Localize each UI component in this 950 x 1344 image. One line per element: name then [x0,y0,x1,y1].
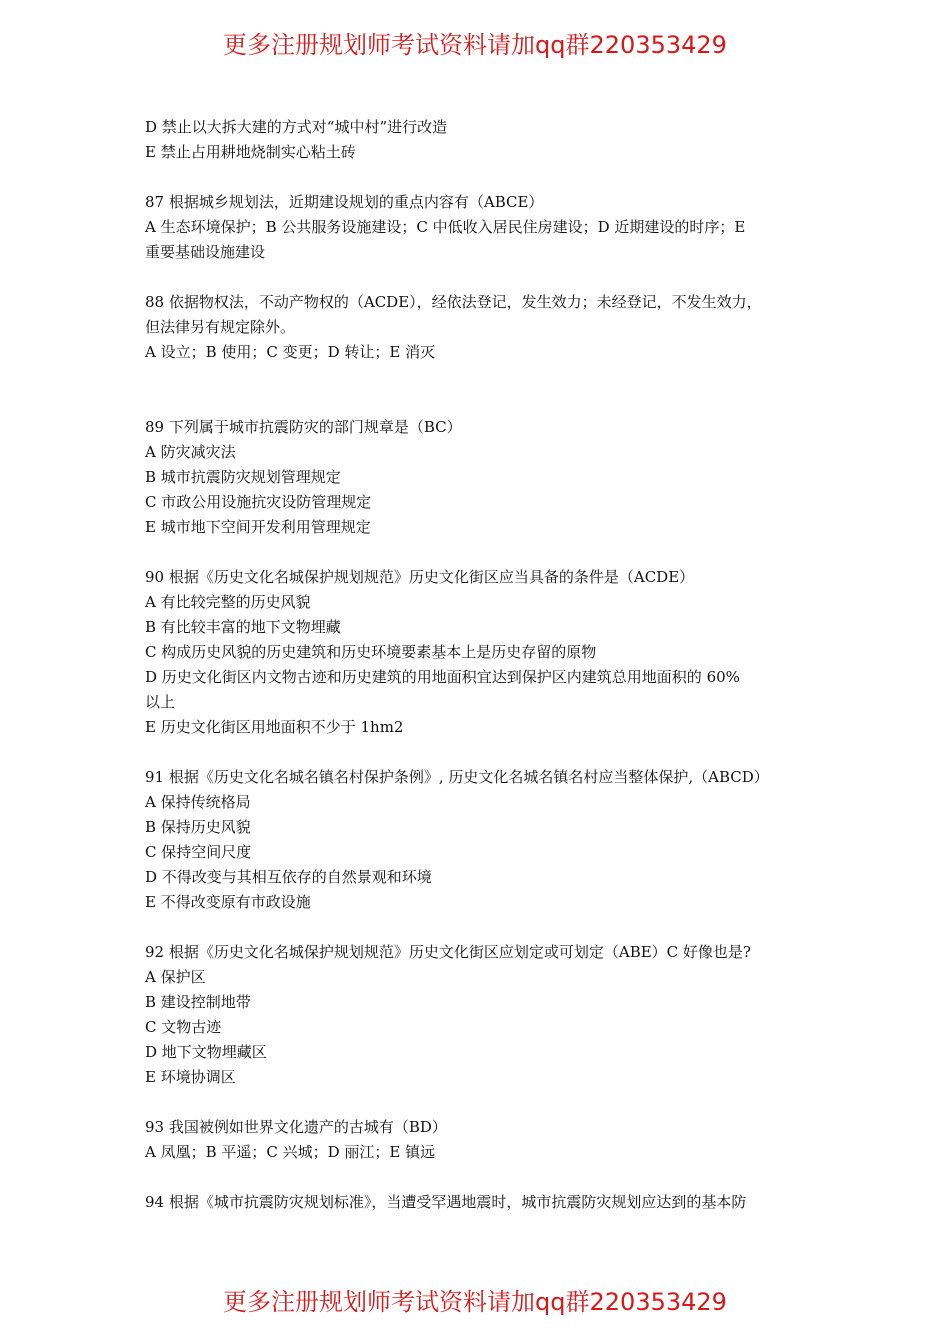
q91-option-e: E 不得改变原有市政设施 [145,893,311,911]
q88-options: A 设立；B 使用；C 变更；D 转让；E 消灭 [145,343,436,361]
q91-stem: 91 根据《历史文化名城名镇名村保护条例》, 历史文化名城名镇名村应当整体保护,（ABCD） [145,768,769,786]
q92-stem: 92 根据《历史文化名城保护规划规范》历史文化街区应划定或可划定（ABE）C 好像也是? [145,943,751,961]
q90-option-d-line1: D 历史文化街区内文物古迹和历史建筑的用地面积宜达到保护区内建筑总用地面积的 60% [145,668,740,686]
q87-options-line1: A 生态环境保护；B 公共服务设施建设；C 中低收入居民住房建设；D 近期建设的时序；E [145,218,746,236]
document-body [145,115,808,1215]
q89-option-a: A 防灾减灾法 [145,443,236,461]
q92-option-d: D 地下文物埋藏区 [145,1043,267,1061]
q91-option-d: D 不得改变与其相互依存的自然景观和环境 [145,868,432,886]
q92-option-c: C 文物古迹 [145,1018,222,1036]
q86-option-e: E 禁止占用耕地烧制实心粘土砖 [145,143,356,161]
q89-stem: 89 下列属于城市抗震防灾的部门规章是（BC） [145,418,462,436]
q90-stem: 90 根据《历史文化名城保护规划规范》历史文化街区应当具备的条件是（ACDE） [145,568,695,586]
q90-option-d-line2: 以上 [145,693,176,711]
q89-option-b: B 城市抗震防灾规划管理规定 [145,468,341,486]
q91-option-a: A 保持传统格局 [145,793,251,811]
header-banner: 更多注册规划师考试资料请加qq群220353429 [223,31,727,59]
q88-stem-line1: 88 依据物权法，不动产物权的（ACDE），经依法登记，发生效力；未经登记，不发生效力， [145,293,762,311]
q92-option-b: B 建设控制地带 [145,993,251,1011]
q94-stem: 94 根据《城市抗震防灾规划标准》，当遭受罕遇地震时，城市抗震防灾规划应达到的基本防 [145,1193,747,1211]
q90-option-b: B 有比较丰富的地下文物埋藏 [145,618,341,636]
q90-option-e: E 历史文化街区用地面积不少于 1hm2 [145,718,404,736]
q86-option-d: D 禁止以大拆大建的方式对“城中村”进行改造 [145,118,448,136]
q90-option-c: C 构成历史风貌的历史建筑和历史环境要素基本上是历史存留的原物 [145,643,597,661]
q93-stem: 93 我国被例如世界文化遗产的古城有（BD） [145,1118,447,1136]
footer-banner: 更多注册规划师考试资料请加qq群220353429 [223,1288,727,1316]
q91-option-b: B 保持历史风貌 [145,818,251,836]
q93-options: A 凤凰；B 平遥；C 兴城；D 丽江；E 镇远 [145,1143,436,1161]
q87-stem: 87 根据城乡规划法，近期建设规划的重点内容有（ABCE） [145,193,544,211]
q92-option-a: A 保护区 [145,968,206,986]
q91-option-c: C 保持空间尺度 [145,843,252,861]
q89-option-c: C 市政公用设施抗灾设防管理规定 [145,493,372,511]
q90-option-a: A 有比较完整的历史风貌 [145,593,311,611]
q88-stem-line2: 但法律另有规定除外。 [145,318,296,336]
q87-options-line2: 重要基础设施建设 [145,243,266,261]
q89-option-e: E 城市地下空间开发利用管理规定 [145,518,371,536]
q92-option-e: E 环境协调区 [145,1068,236,1086]
